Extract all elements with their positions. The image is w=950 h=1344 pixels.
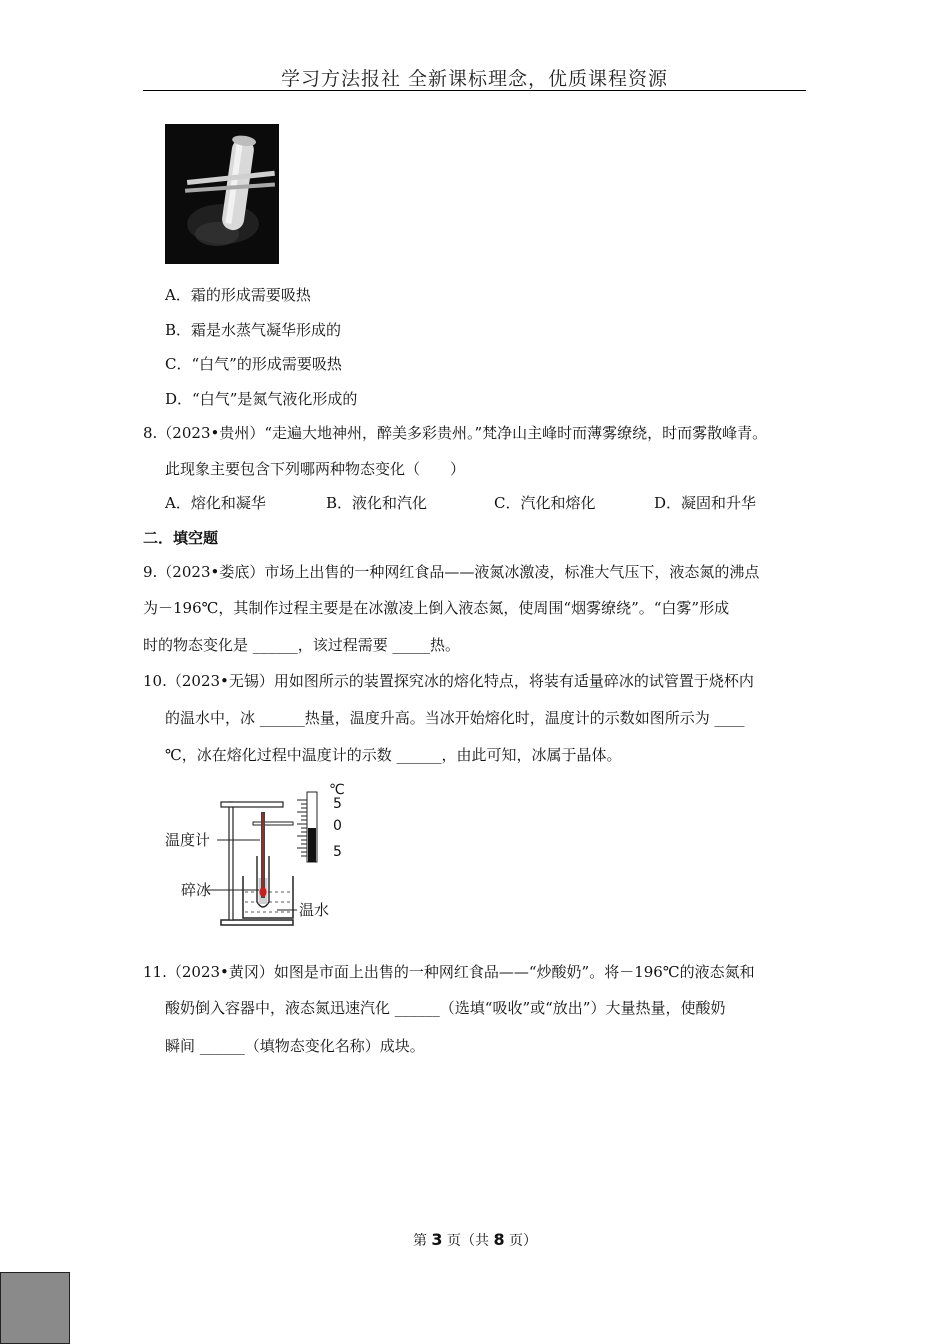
page-footer	[0, 1230, 950, 1250]
test-tube-photo	[165, 124, 279, 264]
q8-stem-line2: 此现象主要包含下列哪两种物态变化（ ）	[165, 460, 466, 478]
q8-option-a: A．熔化和凝华	[165, 494, 266, 512]
melting-apparatus-figure	[165, 778, 355, 928]
label-warm-water: 温水	[299, 901, 330, 919]
scale-label-zero: 0	[333, 818, 342, 834]
q7-option-a: A．霜的形成需要吸热	[165, 286, 311, 304]
q10-line2: 的温水中，冰 ______热量，温度升高。当冰开始熔化时，温度计的示数如图所示为 ____	[165, 709, 745, 727]
q7-option-d: D．“白气”是氮气液化形成的	[165, 390, 358, 408]
corner-gray-block	[0, 1272, 70, 1344]
q9-line1: 9.（2023•娄底）市场上出售的一种网红食品——液氮冰激凌，标准大气压下，液态氮的沸点	[143, 563, 760, 581]
q8-option-b: B．液化和汽化	[326, 494, 428, 512]
q11-line3: 瞬间 ______（填物态变化名称）成块。	[165, 1037, 425, 1055]
q7-option-b: B．霜是水蒸气凝华形成的	[165, 321, 342, 339]
page-header: 学习方法报社 全新课标理念，优质课程资源	[280, 68, 669, 90]
label-thermometer: 温度计	[165, 831, 211, 849]
q8-stem-line1: 8.（2023•贵州）“走遍大地神州，醉美多彩贵州。”梵净山主峰时而薄雾缭绕，时而雾散峰青。	[143, 424, 768, 442]
footer-pre: 第	[412, 1233, 427, 1249]
scale-unit: ℃	[329, 782, 345, 798]
q9-line3: 时的物态变化是 ______，该过程需要 _____热。	[143, 636, 461, 654]
q11-line1: 11.（2023•黄冈）如图是市面上出售的一种网红食品——“炒酸奶”。将－196℃的液态氮和	[143, 963, 755, 981]
q11-line2: 酸奶倒入容器中，液态氮迅速汽化 ______（选填“吸收”或“放出”）大量热量，使酸奶	[165, 999, 726, 1017]
q8-option-c: C．汽化和熔化	[494, 494, 596, 512]
q10-line3: ℃，冰在熔化过程中温度计的示数 ______，由此可知，冰属于晶体。	[165, 746, 622, 764]
q7-option-c: C．“白气”的形成需要吸热	[165, 355, 342, 373]
header-divider	[143, 90, 806, 91]
q8-option-d: D．凝固和升华	[654, 494, 757, 512]
section-title: 二．填空题	[143, 529, 219, 547]
footer-total-pages: 8	[493, 1230, 505, 1249]
q10-line1: 10.（2023•无锡）用如图所示的装置探究冰的熔化特点，将装有适量碎冰的试管置于烧杯内	[143, 672, 754, 690]
label-crushed-ice: 碎冰	[181, 881, 212, 899]
footer-mid: 页（共	[447, 1233, 489, 1249]
q9-line2: 为－196℃，其制作过程主要是在冰激凌上倒入液态氮，使周围“烟雾缭绕”。“白雾”形成	[143, 599, 730, 617]
scale-label-bottom: 5	[333, 844, 342, 860]
scale-label-top: 5	[333, 796, 342, 812]
footer-page-number: 3	[431, 1230, 443, 1249]
footer-post: 页）	[509, 1233, 538, 1249]
